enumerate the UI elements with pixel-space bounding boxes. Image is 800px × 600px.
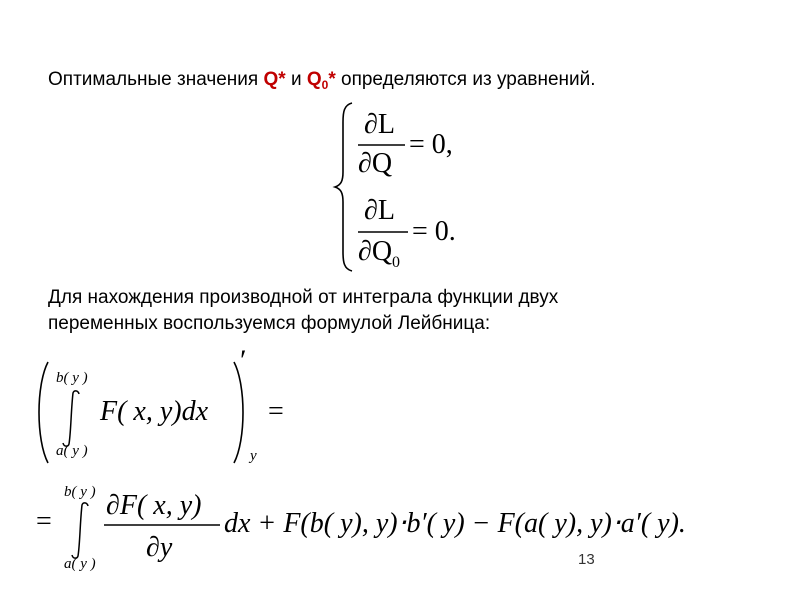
intro-and: и (285, 69, 307, 90)
equation-2 (358, 195, 456, 271)
equation-system (335, 103, 456, 271)
leibniz-line-1: Для нахождения производной от интеграла функции двух (48, 287, 559, 308)
right-paren (234, 362, 243, 463)
lhs-upper-limit: b( y ) (56, 370, 88, 386)
page-number: 13 (578, 551, 595, 568)
eq2-denominator: ∂Q (358, 236, 393, 267)
rhs-lower-limit: a( y ) (64, 556, 96, 572)
eq1-denominator: ∂Q (358, 148, 393, 179)
eq1-rhs: = 0, (409, 129, 453, 160)
eq2-rhs: = 0. (412, 216, 456, 247)
derivative-prime: ′ (240, 344, 247, 377)
lhs-integral-sign (63, 391, 79, 446)
rhs-fraction-numerator: ∂F( x, y) (106, 490, 202, 521)
left-paren (39, 362, 48, 463)
rhs-integral-sign (72, 503, 88, 558)
lhs-integrand: F( x, y)dx (100, 396, 209, 427)
q0-asterisk: * (328, 69, 336, 90)
intro-after: определяются из уравнений. (335, 69, 596, 90)
equation-1 (358, 109, 453, 179)
rhs-upper-limit: b( y ) (64, 484, 96, 500)
eq1-numerator: ∂L (364, 109, 395, 140)
rhs-leading-equals: = (36, 506, 52, 537)
rhs-fraction-denominator: ∂y (146, 532, 173, 563)
eq2-numerator: ∂L (364, 195, 395, 226)
derivative-subscript: y (250, 448, 257, 464)
lhs-equals: = (268, 396, 284, 427)
q0-letter: Q (306, 69, 322, 90)
rhs-remainder: dx + F(b( y), y)⋅b′( y) − F(a( y), y)⋅a′( y). (224, 508, 686, 539)
eq2-denominator-subscript: 0 (392, 254, 400, 271)
lhs-lower-limit: a( y ) (56, 443, 88, 459)
leibniz-line-2: переменных воспользуемся формулой Лейбница: (48, 313, 491, 334)
leibniz-formula-lhs (39, 344, 284, 464)
system-brace (335, 103, 352, 271)
q0-subscript: 0 (321, 78, 329, 92)
intro-before: Оптимальные значения (48, 69, 264, 90)
q-star: Q* (263, 69, 286, 90)
